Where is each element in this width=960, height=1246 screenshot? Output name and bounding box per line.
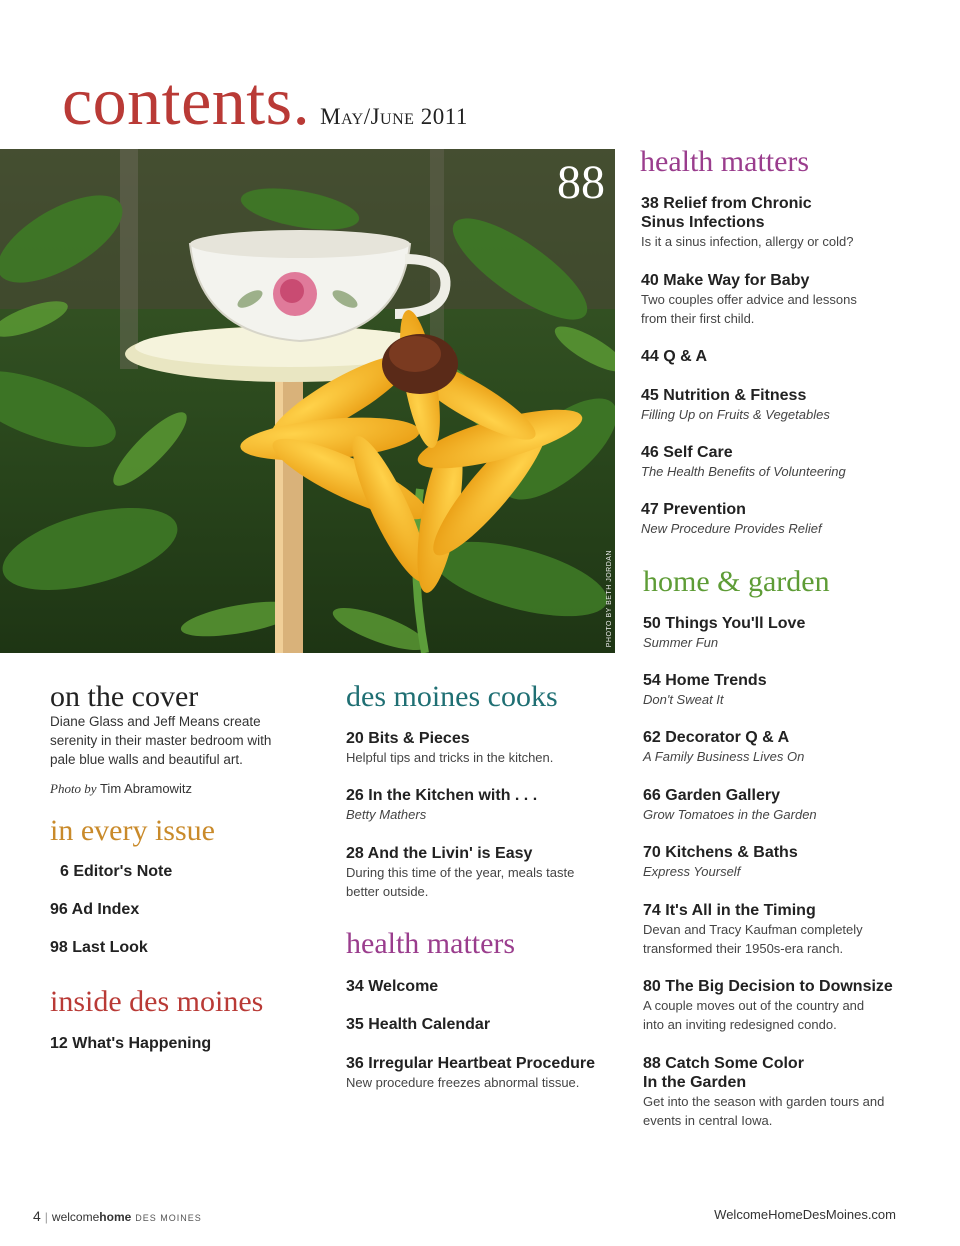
toc-entry-title: 70 Kitchens & Baths (643, 844, 798, 861)
toc-entry[interactable] (50, 900, 139, 919)
inside-des-moines-title: inside des moines (50, 985, 264, 1018)
footer-brand: 4 | welcomehome DES MOINES (33, 1208, 202, 1224)
toc-entry-desc: A Family Business Lives On (643, 749, 805, 764)
toc-entry-title: 45 Nutrition & Fitness (641, 387, 807, 404)
cover-desc-line: serenity in their master bedroom with (50, 733, 272, 748)
toc-entry-desc: Two couples offer advice and lessons (641, 292, 857, 307)
toc-entry[interactable] (641, 443, 846, 481)
toc-entry-desc: Don't Sweat It (643, 692, 724, 707)
photo-credit: PHOTO BY BETH JORDAN (606, 549, 613, 647)
toc-entry[interactable] (643, 977, 893, 1034)
toc-entry[interactable] (643, 1054, 884, 1130)
toc-entry-desc: better outside. (346, 884, 429, 899)
toc-entry-desc: A couple moves out of the country and (643, 998, 865, 1013)
health-matters-title-mid: health matters (346, 927, 516, 960)
toc-entry-desc: During this time of the year, meals taste (346, 865, 575, 880)
on-the-cover-title: on the cover (50, 680, 199, 713)
toc-entry-title: 47 Prevention (641, 501, 746, 518)
toc-entry[interactable] (346, 844, 574, 901)
photo-by-label: Photo by (50, 781, 97, 796)
toc-entry-desc: transformed their 1950s-era ranch. (643, 941, 844, 956)
toc-entry-desc: Is it a sinus infection, allergy or cold? (641, 234, 854, 249)
toc-entry[interactable] (643, 901, 863, 958)
brand-city: DES MOINES (135, 1213, 202, 1223)
cover-desc-line: Diane Glass and Jeff Means create (50, 714, 261, 729)
toc-entry-title: 40 Make Way for Baby (641, 272, 810, 289)
toc-entry-title: 35 Health Calendar (346, 1016, 491, 1033)
toc-entry-desc: Helpful tips and tricks in the kitchen. (346, 750, 554, 765)
toc-entry[interactable] (346, 1054, 595, 1092)
toc-entry[interactable] (50, 1034, 211, 1053)
toc-entry-title: 46 Self Care (641, 444, 733, 461)
toc-entry[interactable] (641, 500, 822, 538)
toc-entry-title: 34 Welcome (346, 978, 439, 995)
toc-entry-desc: Filling Up on Fruits & Vegetables (641, 407, 830, 422)
toc-entry-title: 80 The Big Decision to Downsize (643, 978, 893, 995)
toc-entry[interactable] (641, 386, 830, 424)
issue-date: May/June 2011 (320, 104, 468, 129)
toc-entry[interactable] (641, 194, 853, 251)
toc-entry-desc: Get into the season with garden tours and (643, 1094, 885, 1109)
toc-entry-title: 54 Home Trends (643, 672, 767, 689)
toc-entry-title: 6 Editor's Note (60, 863, 173, 880)
toc-entry[interactable] (50, 938, 148, 957)
toc-entry-title: 26 In the Kitchen with . . . (346, 787, 538, 804)
toc-entry-title: In the Garden (643, 1074, 747, 1091)
cover-page-reference: 88 (557, 156, 605, 209)
toc-entry-desc: Devan and Tracy Kaufman completely (643, 922, 863, 937)
every-issue-title: in every issue (50, 814, 215, 847)
website-link[interactable]: WelcomeHomeDesMoines.com (714, 1207, 896, 1222)
toc-entry-title: 20 Bits & Pieces (346, 730, 470, 747)
toc-entry-title: 74 It's All in the Timing (643, 902, 816, 919)
toc-entry-desc: The Health Benefits of Volunteering (641, 464, 846, 479)
toc-entry[interactable] (346, 786, 537, 824)
toc-entry-title: 98 Last Look (50, 939, 148, 956)
toc-entry[interactable] (60, 862, 172, 881)
toc-entry[interactable] (346, 1015, 490, 1034)
toc-entry[interactable] (643, 614, 805, 652)
toc-entry-desc: Summer Fun (643, 635, 719, 650)
toc-entry-desc: New Procedure Provides Relief (641, 521, 822, 536)
toc-entry-title: 12 What's Happening (50, 1035, 212, 1052)
toc-entry[interactable] (643, 671, 767, 709)
toc-entry[interactable] (641, 347, 707, 366)
toc-entry-desc: Betty Mathers (346, 807, 427, 822)
cover-photographer: Tim Abramowitz (99, 781, 192, 796)
cover-desc-line: pale blue walls and beautiful art. (50, 752, 243, 767)
cover-photo (0, 149, 615, 653)
toc-entry[interactable] (643, 786, 817, 824)
toc-entry-title: 50 Things You'll Love (643, 615, 806, 632)
toc-entry[interactable] (641, 271, 857, 328)
toc-entry-title: 96 Ad Index (50, 901, 140, 918)
health-matters-title-right: health matters (640, 145, 810, 178)
toc-entry[interactable] (643, 728, 804, 766)
toc-entry-title: 38 Relief from Chronic (641, 195, 812, 212)
contents-heading: contents. (62, 63, 311, 139)
toc-entry-desc: from their first child. (641, 311, 755, 326)
toc-entry-title: 62 Decorator Q & A (643, 729, 790, 746)
toc-entry[interactable] (346, 977, 438, 996)
page-number: 4 (33, 1208, 41, 1224)
toc-entry-title: 28 And the Livin' is Easy (346, 845, 533, 862)
toc-entry-title: 88 Catch Some Color (643, 1055, 804, 1072)
on-the-cover-section (50, 680, 271, 797)
toc-entry-title: 44 Q & A (641, 348, 708, 365)
des-moines-cooks-title: des moines cooks (346, 680, 558, 713)
toc-entry-title: Sinus Infections (641, 214, 765, 231)
toc-entry-title: 36 Irregular Heartbeat Procedure (346, 1055, 595, 1072)
masthead (62, 62, 468, 141)
toc-entry-title: 66 Garden Gallery (643, 787, 780, 804)
toc-entry[interactable] (643, 843, 798, 881)
toc-entry-desc: events in central Iowa. (643, 1113, 773, 1128)
toc-entry-desc: New procedure freezes abnormal tissue. (346, 1075, 580, 1090)
flower-teacup-image (0, 149, 615, 653)
brand-name-a: welcome (51, 1210, 100, 1224)
home-garden-title: home & garden (643, 565, 830, 598)
brand-name-b: home (99, 1210, 132, 1224)
toc-entry-desc: into an inviting redesigned condo. (643, 1017, 837, 1032)
toc-entry-desc: Grow Tomatoes in the Garden (643, 807, 817, 822)
toc-entry[interactable] (346, 729, 553, 767)
toc-entry-desc: Express Yourself (643, 864, 741, 879)
